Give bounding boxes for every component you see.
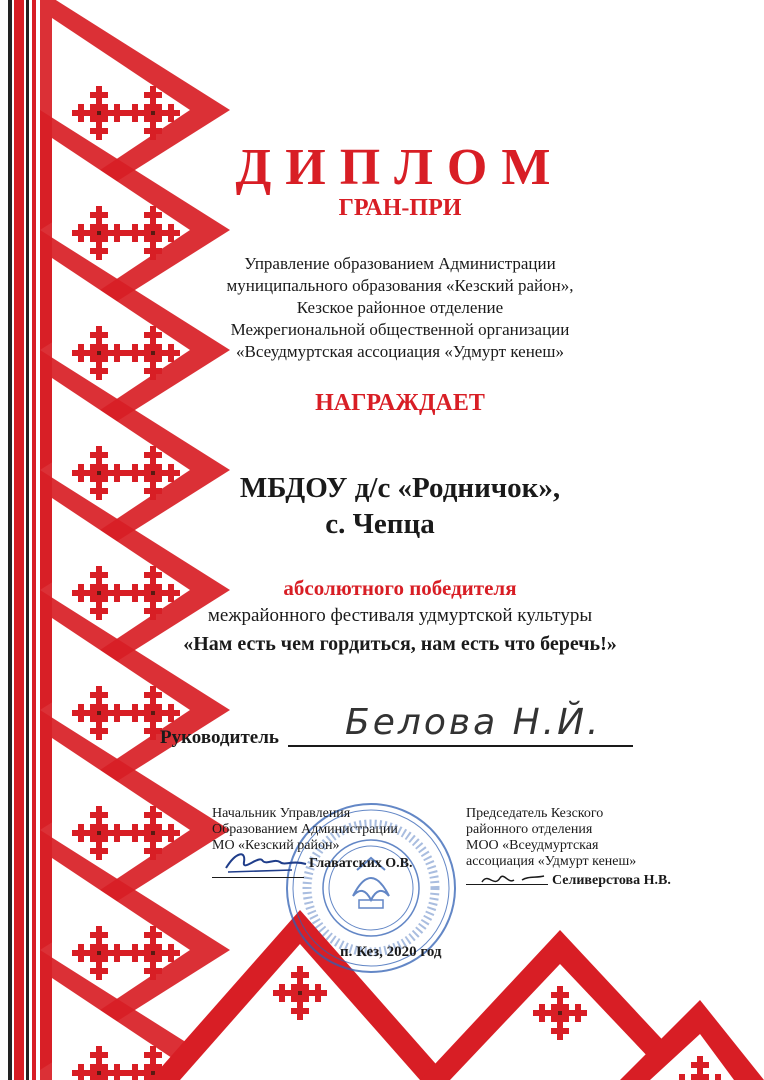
right-signatory [466, 806, 706, 870]
issuer-line: «Всеудмуртская ассоциация «Удмурт кенеш» [236, 342, 564, 361]
left-signatory-name: Главатских О.В. [309, 856, 413, 871]
head-signature-line [288, 745, 633, 747]
right-signature-scribble [478, 868, 548, 890]
right-signatory-line: МОО «Всеудмуртская [466, 838, 599, 853]
head-label: Руководитель [160, 727, 279, 748]
left-signature-scribble [222, 842, 312, 878]
issuer-line: муниципального образования «Кезский район», [226, 276, 574, 295]
place-and-date: п. Кез, 2020 год [340, 944, 442, 960]
left-signatory-line: МО «Кезский район» [212, 838, 340, 853]
left-signatory-line: Начальник Управления [212, 806, 351, 821]
recipient-place: с. Чепца [325, 508, 435, 540]
awards-heading: НАГРАЖДАЕТ [315, 390, 485, 416]
diploma-subtitle: ГРАН-ПРИ [338, 195, 462, 221]
diploma-title: ДИПЛОМ [235, 139, 565, 196]
right-signatory-line: Председатель Кезского [466, 806, 604, 821]
award-status: абсолютного победителя [283, 576, 517, 600]
issuer-line: Управление образованием Администрации [244, 254, 556, 273]
issuer-line: Кезское районное отделение [296, 298, 504, 317]
recipient-block [180, 470, 620, 542]
right-signatory-line: ассоциация «Удмурт кенеш» [466, 854, 637, 869]
issuer-line: Межрегиональной общественной организации [230, 320, 570, 339]
festival-name: межрайонного фестиваля удмуртской культуры [207, 605, 593, 626]
festival-motto: «Нам есть чем гордиться, нам есть что беречь!» [183, 633, 617, 655]
right-signatory-line: районного отделения [466, 822, 593, 837]
head-signature: Белова Н.Й. [345, 702, 602, 743]
recipient-name: МБДОУ д/с «Родничок», [239, 472, 561, 504]
issuer-block [190, 253, 610, 363]
left-signatory-line: Образованием Администрации [212, 822, 398, 837]
right-signatory-name: Селиверстова Н.В. [552, 873, 671, 888]
